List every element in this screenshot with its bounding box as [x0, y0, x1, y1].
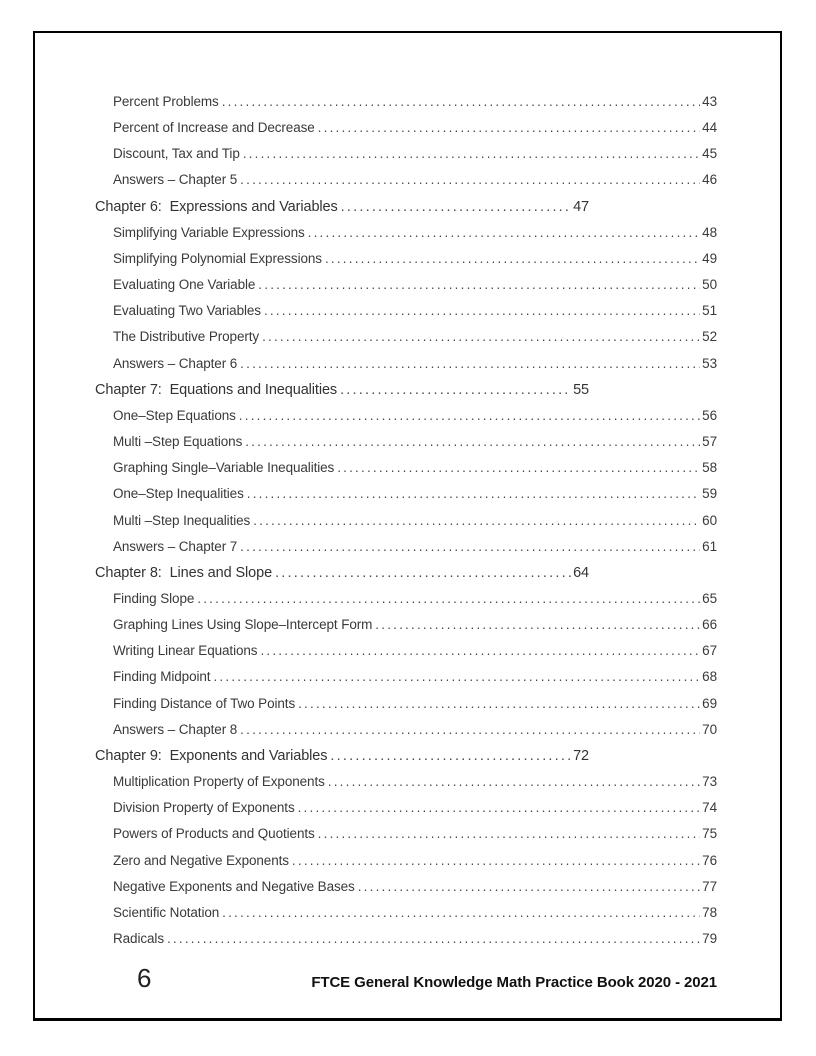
toc-entry-label: Writing Linear Equations: [113, 643, 258, 659]
toc-entry: [95, 774, 717, 800]
toc-dot-leader: [240, 356, 700, 371]
toc-entry: [95, 853, 717, 879]
toc-entry: [95, 591, 717, 617]
toc-entry-label: Multiplication Property of Exponents: [113, 774, 325, 790]
toc-entry-label: Answers – Chapter 7: [113, 538, 238, 554]
toc-dot-leader: [240, 539, 700, 554]
toc-dot-leader: [337, 460, 700, 475]
toc-entry-page: 56: [702, 407, 717, 423]
toc-entry-page: 61: [702, 538, 717, 554]
toc-dot-leader: [253, 513, 700, 528]
toc-entry: [95, 669, 717, 695]
toc-entry: [95, 199, 589, 225]
toc-entry: [95, 382, 589, 408]
toc-entry-page: 66: [702, 617, 717, 633]
toc-entry-label: Scientific Notation: [113, 904, 220, 920]
toc-entry-label: Multi –Step Equations: [113, 434, 243, 450]
toc-entry-page: 57: [702, 434, 717, 450]
toc-entry: [95, 931, 717, 957]
toc-dot-leader: [222, 905, 700, 920]
toc-entry: [95, 94, 717, 120]
toc-entry-label: Answers – Chapter 6: [113, 355, 238, 371]
toc-entry: [95, 120, 717, 146]
toc-entry-page: 65: [702, 590, 717, 606]
toc-entry-label: Zero and Negative Exponents: [113, 852, 289, 868]
toc-entry: [95, 617, 717, 643]
toc-entry: [95, 329, 717, 355]
toc-entry: [95, 539, 717, 565]
toc-entry: [95, 251, 717, 277]
toc-dot-leader: [325, 251, 700, 266]
toc-dot-leader: [275, 565, 571, 581]
toc-entry-label: Finding Midpoint: [113, 669, 211, 685]
toc-entry-label: One–Step Inequalities: [113, 486, 244, 502]
toc-entry-page: 76: [702, 852, 717, 868]
toc-entry-page: 59: [702, 486, 717, 502]
toc-entry-page: 67: [702, 643, 717, 659]
toc-dot-leader: [318, 826, 701, 841]
toc-dot-leader: [330, 748, 571, 764]
toc-entry: [95, 722, 717, 748]
toc-dot-leader: [341, 199, 571, 215]
toc-entry-page: 49: [702, 250, 717, 266]
toc-entry-label: Evaluating Two Variables: [113, 303, 261, 319]
toc-dot-leader: [358, 879, 700, 894]
toc-entry: [95, 905, 717, 931]
toc-dot-leader: [213, 669, 700, 684]
toc-dot-leader: [258, 277, 700, 292]
toc-entry-page: 44: [702, 120, 717, 136]
toc-dot-leader: [340, 382, 571, 398]
page-footer: [95, 963, 717, 994]
toc-dot-leader: [245, 434, 700, 449]
toc-dot-leader: [240, 172, 700, 187]
toc-entry-label: Discount, Tax and Tip: [113, 146, 240, 162]
toc-entry: [95, 643, 717, 669]
toc-entry-page: 73: [702, 774, 717, 790]
toc-dot-leader: [264, 303, 700, 318]
toc-dot-leader: [298, 800, 701, 815]
toc-entry-page: 53: [702, 355, 717, 371]
toc-entry-page: 68: [702, 669, 717, 685]
toc-entry: [95, 356, 717, 382]
toc-dot-leader: [262, 329, 700, 344]
toc-entry-label: Radicals: [113, 931, 164, 946]
toc-entry-page: 79: [702, 931, 717, 946]
toc-entry-label: Graphing Single–Variable Inequalities: [113, 460, 335, 476]
toc-dot-leader: [197, 591, 700, 606]
toc-entry-label: Powers of Products and Quotients: [113, 826, 315, 842]
toc-entry-page: 60: [702, 512, 717, 528]
toc-entry: [95, 826, 717, 852]
toc-entry-page: 52: [702, 329, 717, 345]
toc-entry-label: Chapter 6: Expressions and Variables: [95, 198, 338, 215]
toc-entry: [95, 460, 717, 486]
toc-entry-page: 72: [573, 747, 589, 764]
toc-entry: [95, 434, 717, 460]
toc-entry-page: 50: [702, 277, 717, 293]
toc-entry-page: 51: [702, 303, 717, 319]
toc-entry-label: Multi –Step Inequalities: [113, 512, 251, 528]
toc-entry-page: 43: [702, 94, 717, 109]
toc-entry: [95, 172, 717, 198]
toc-entry-label: One–Step Equations: [113, 407, 236, 423]
toc-entry-label: Division Property of Exponents: [113, 800, 295, 816]
toc-entry-label: Chapter 8: Lines and Slope: [95, 564, 273, 581]
toc-dot-leader: [239, 408, 700, 423]
toc-entry-page: 45: [702, 146, 717, 162]
toc-entry-page: 69: [702, 695, 717, 711]
toc-dot-leader: [260, 643, 700, 658]
toc-dot-leader: [292, 853, 700, 868]
toc-entry-label: Evaluating One Variable: [113, 277, 256, 293]
toc-dot-leader: [247, 486, 700, 501]
toc-entry-page: 77: [702, 878, 717, 894]
toc-entry-page: 74: [702, 800, 717, 816]
toc-entry-label: Simplifying Polynomial Expressions: [113, 250, 322, 266]
page-number: 6: [137, 963, 152, 993]
toc-entry-page: 64: [573, 564, 589, 581]
toc-entry: [95, 513, 717, 539]
toc-dot-leader: [240, 722, 700, 737]
toc-dot-leader: [222, 94, 700, 109]
toc-entry-label: Percent Problems: [113, 94, 219, 109]
toc-entry-page: 48: [702, 224, 717, 240]
toc-entry-page: 70: [702, 721, 717, 737]
toc-entry: [95, 879, 717, 905]
toc-entry-page: 78: [702, 904, 717, 920]
toc-entry: [95, 696, 717, 722]
toc-entry: [95, 146, 717, 172]
toc-entry-label: Percent of Increase and Decrease: [113, 120, 315, 136]
toc-dot-leader: [308, 225, 701, 240]
toc-entry-label: Chapter 9: Exponents and Variables: [95, 747, 328, 764]
toc-entry: [95, 748, 589, 774]
toc-entry-label: The Distributive Property: [113, 329, 260, 345]
toc-entry-label: Chapter 7: Equations and Inequalities: [95, 381, 338, 398]
toc-entry-label: Answers – Chapter 8: [113, 721, 238, 737]
toc-dot-leader: [375, 617, 700, 632]
toc-dot-leader: [167, 931, 700, 946]
toc-entry-label: Graphing Lines Using Slope–Intercept Form: [113, 617, 373, 633]
toc-entry: [95, 408, 717, 434]
toc-entry-label: Finding Distance of Two Points: [113, 695, 296, 711]
footer-book-title: FTCE General Knowledge Math Practice Book 2020 - 2021: [311, 974, 717, 991]
toc-entry: [95, 303, 717, 329]
toc-dot-leader: [298, 696, 700, 711]
toc-entry-label: Simplifying Variable Expressions: [113, 224, 305, 240]
toc-dot-leader: [318, 120, 701, 135]
toc-dot-leader: [328, 774, 700, 789]
toc-entry-label: Negative Exponents and Negative Bases: [113, 878, 355, 894]
toc-entry-page: 46: [702, 172, 717, 188]
toc-entry-page: 55: [573, 381, 589, 398]
toc-entry: [95, 800, 717, 826]
toc-entry: [95, 277, 717, 303]
toc-entry: [95, 486, 717, 512]
table-of-contents: [95, 94, 717, 957]
toc-entry-page: 47: [573, 198, 589, 215]
toc-entry: [95, 225, 717, 251]
toc-entry-label: Answers – Chapter 5: [113, 172, 238, 188]
page-border: [33, 31, 782, 1021]
toc-entry: [95, 565, 589, 591]
toc-entry-page: 58: [702, 460, 717, 476]
toc-entry-page: 75: [702, 826, 717, 842]
toc-dot-leader: [243, 146, 700, 161]
toc-entry-label: Finding Slope: [113, 590, 195, 606]
